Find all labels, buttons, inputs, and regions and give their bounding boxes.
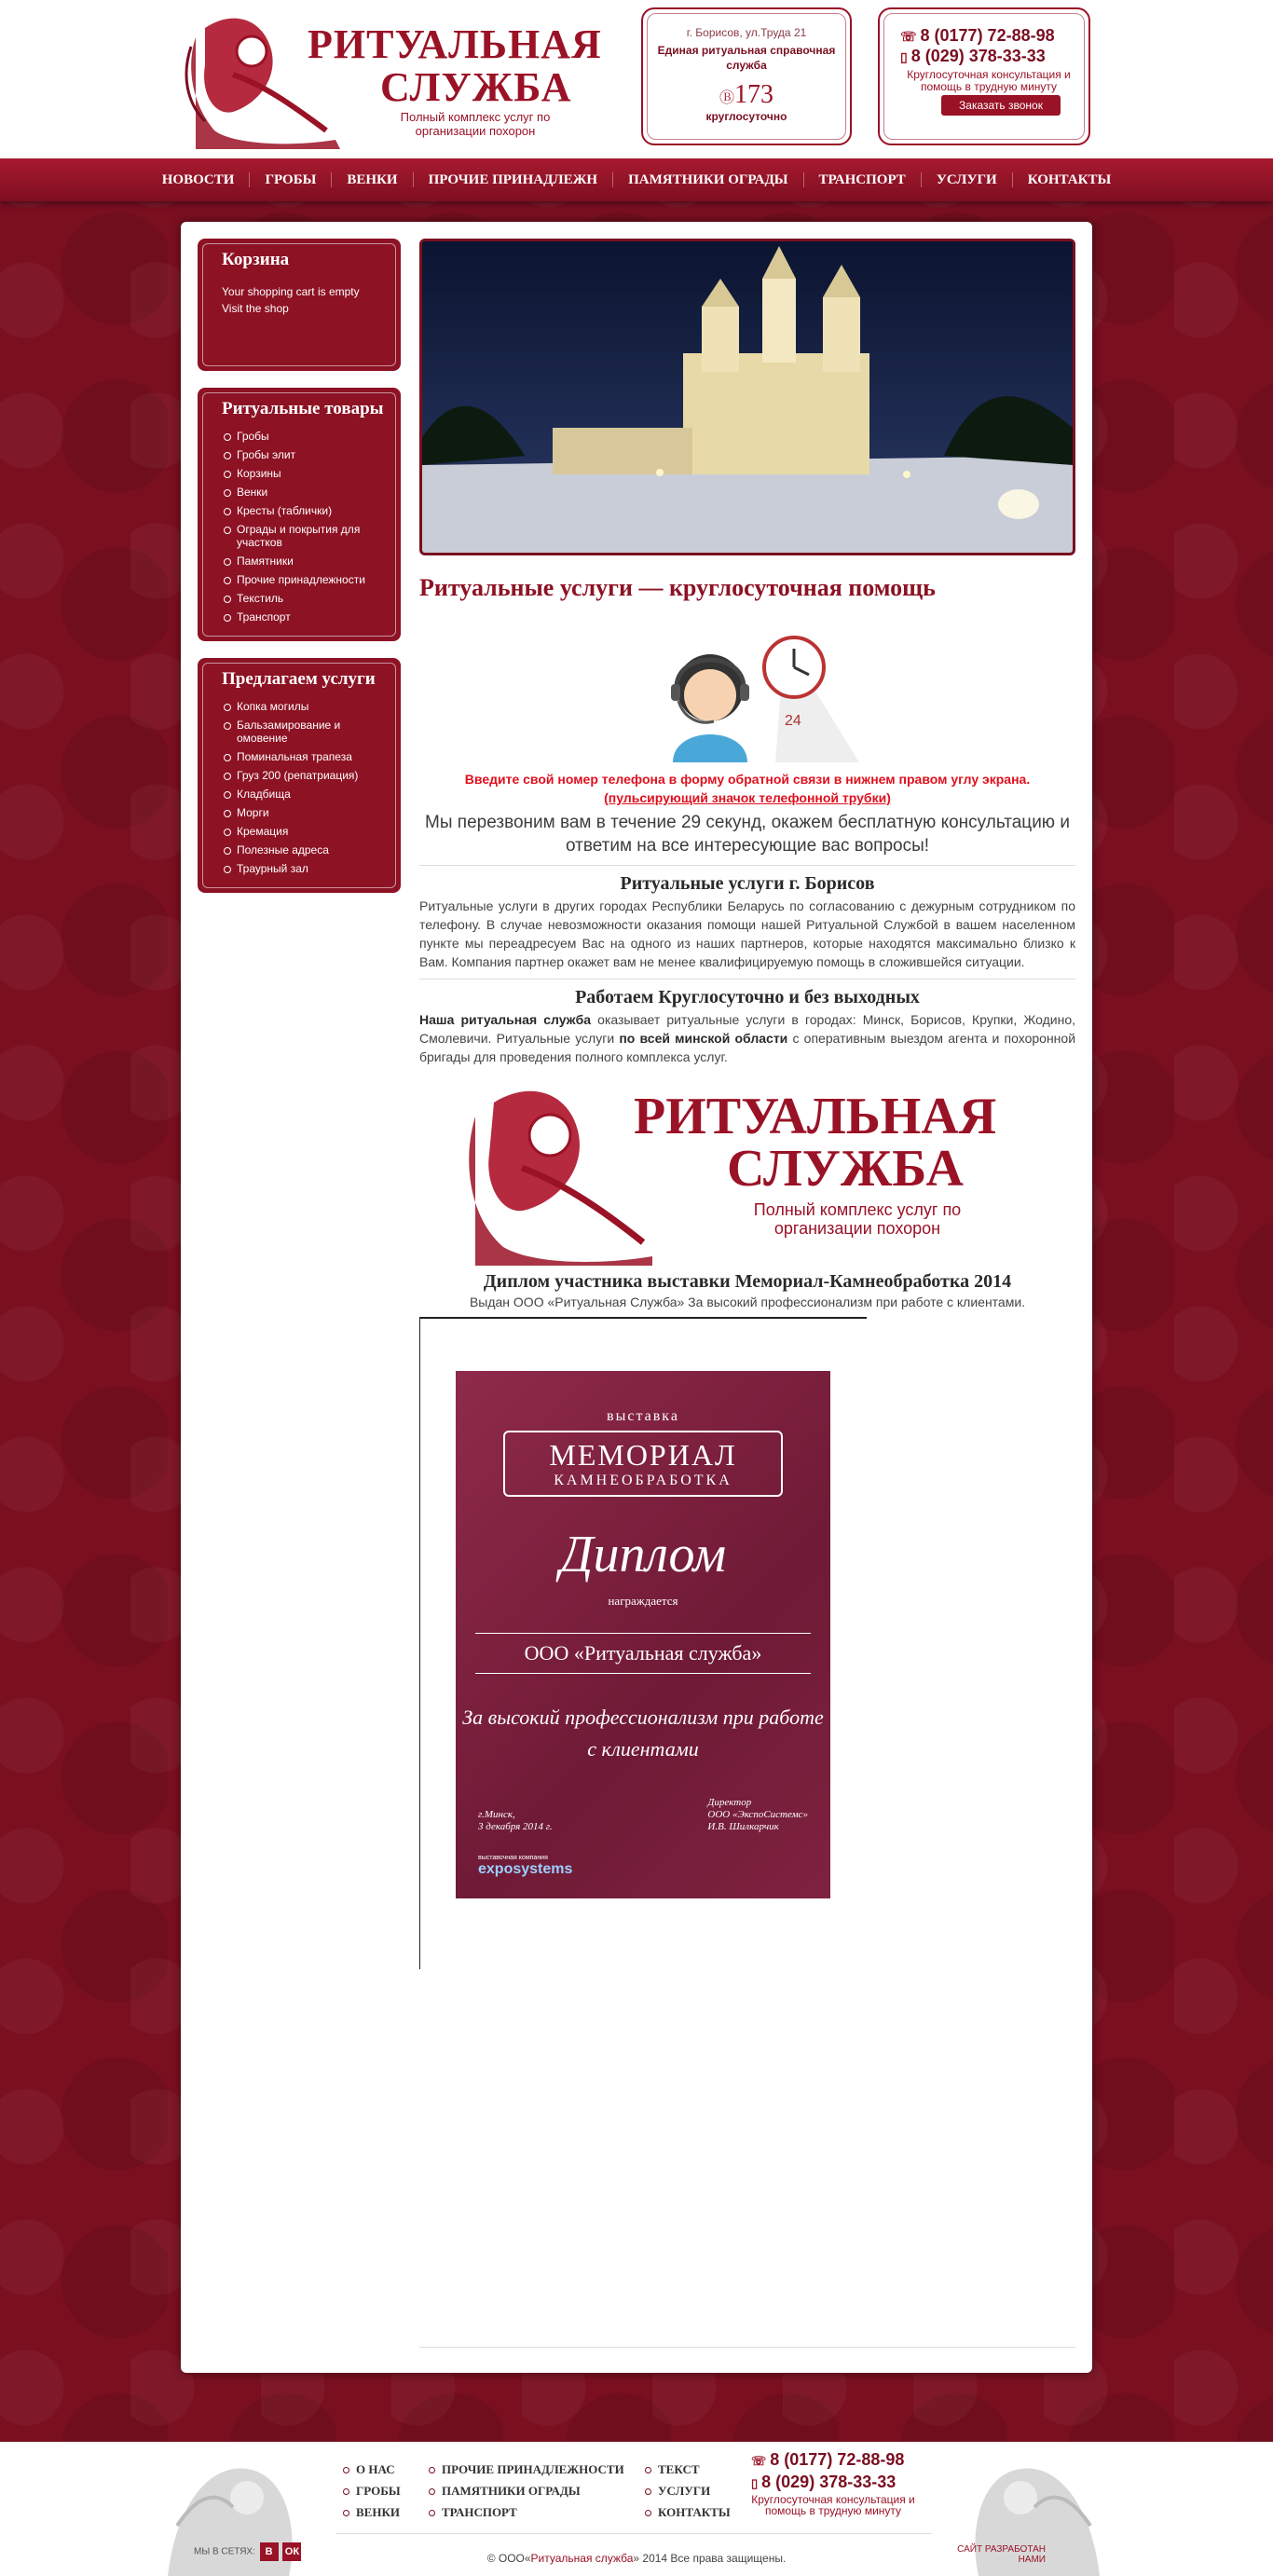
phone-handset-icon: ☏ <box>900 29 917 44</box>
footer-link-text[interactable]: ТЕКСТ <box>643 2459 731 2480</box>
page-title: Ритуальные услуги — круглосуточная помощь <box>419 574 936 601</box>
copyright-name: Ритуальная служба <box>530 2552 634 2565</box>
diploma-expo-name: exposystems <box>478 1861 573 1877</box>
goods-item-3[interactable]: Венки <box>222 483 384 501</box>
diploma-small-label: выставка <box>607 1408 679 1424</box>
footer-link-about[interactable]: О НАС <box>341 2459 401 2480</box>
nav-item-transport[interactable]: ТРАНСПОРТ <box>803 172 921 187</box>
main-content <box>419 239 1075 1969</box>
logo-title-1: РИТУАЛЬНАЯ <box>308 21 602 67</box>
diploma-place: г.Минск, <box>478 1809 515 1820</box>
nav-item-services[interactable]: УСЛУГИ <box>921 172 1012 187</box>
diploma-director-name: И.В. Шилкарчик <box>707 1821 779 1832</box>
footer-divider <box>335 2533 932 2534</box>
goods-list <box>222 427 384 626</box>
diploma-org: ООО «Ритуальная служба» <box>475 1633 811 1674</box>
goods-item-2[interactable]: Корзины <box>222 464 384 483</box>
text-part-1: оказывает ритуальные услуги в городах: Минск, Борисов, Крупки, Жодино, Смолевичи. Ритуальные услуги <box>419 1012 1075 1046</box>
diploma-reason: За высокий профессионализм при работе с клиентами <box>462 1706 824 1761</box>
services-box <box>198 658 401 893</box>
phone-1-text: 8 (0177) 72-88-98 <box>920 26 1055 45</box>
nav-item-contacts[interactable]: КОНТАКТЫ <box>1012 172 1127 187</box>
cart-box <box>198 239 401 371</box>
section-title-24h: Работаем Круглосуточно и без выходных <box>575 987 920 1007</box>
nav-item-wreaths[interactable]: ВЕНКИ <box>331 172 412 187</box>
diploma-image[interactable] <box>456 1371 830 1898</box>
operator-illustration <box>636 623 859 762</box>
nav-item-monuments[interactable]: ПАМЯТНИКИ ОГРАДЫ <box>612 172 802 187</box>
nav-item-coffins[interactable]: ГРОБЫ <box>249 172 331 187</box>
goods-item-6[interactable]: Памятники <box>222 552 384 570</box>
image-slider[interactable] <box>419 239 1075 555</box>
goods-item-0[interactable]: Гробы <box>222 427 384 445</box>
diploma-date: 3 декабря 2014 г. <box>478 1821 553 1832</box>
footer-col-2 <box>427 2459 624 2523</box>
diploma-title: Диплом участника выставки Мемориал-Камнеобработка 2014 <box>483 1271 1012 1292</box>
nav-item-news[interactable]: НОВОСТИ <box>161 172 235 187</box>
footer-col-1 <box>341 2459 401 2523</box>
content-divider <box>419 2347 1075 2348</box>
footer-link-coffins[interactable]: ГРОБЫ <box>341 2480 401 2501</box>
footer-link-monuments[interactable]: ПАМЯТНИКИ ОГРАДЫ <box>427 2480 624 2501</box>
cart-empty-text: Your shopping cart is empty <box>222 285 360 298</box>
main-nav <box>0 158 1273 201</box>
address-box <box>641 7 852 145</box>
short-number-prefix-icon: Ⓑ <box>719 90 734 107</box>
around-clock-label: круглосуточно <box>705 110 787 123</box>
diploma-director <box>707 1797 808 1833</box>
mobile-phone-icon: ▯ <box>900 49 908 64</box>
footer-phone-2-text: 8 (029) 378-33-33 <box>761 2473 897 2491</box>
logo-title-2: СЛУЖБА <box>380 64 572 110</box>
cathedral-night-image <box>422 241 1073 553</box>
section-title-borisov: Ритуальные услуги г. Борисов <box>620 873 875 894</box>
footer-link-services[interactable]: УСЛУГИ <box>643 2480 731 2501</box>
developer-link[interactable]: САЙТ РАЗРАБОТАН НАМИ <box>957 2544 1046 2565</box>
short-number <box>643 80 850 110</box>
odnoklassniki-icon[interactable]: ОК <box>282 2542 301 2561</box>
footer-link-contacts[interactable]: КОНТАКТЫ <box>643 2501 731 2523</box>
large-logo <box>457 1079 997 1266</box>
service-item-8[interactable]: Траурный зал <box>222 859 384 878</box>
diploma-expo-small: выставочная компания <box>478 1855 548 1861</box>
callback-instructions <box>419 770 1075 807</box>
diploma-place-date <box>478 1809 553 1833</box>
large-logo-title-2: СЛУЖБА <box>727 1140 964 1198</box>
divider <box>419 865 1075 866</box>
copyright-post: » 2014 Все права защищены. <box>633 2552 787 2565</box>
services-title: Предлагаем услуги <box>222 669 376 689</box>
goods-title: Ритуальные товары <box>222 399 384 418</box>
diploma-award: награждается <box>608 1594 678 1608</box>
section-text-24h <box>419 1010 1075 1066</box>
social-label: МЫ В СЕТЯХ: <box>194 2546 255 2557</box>
service-item-4[interactable]: Кладбища <box>222 785 384 803</box>
angel-large-icon <box>457 1079 662 1266</box>
logo-subtitle: Полный комплекс услуг по организации похорон <box>400 110 551 138</box>
diploma-script-title: Диплом <box>559 1526 727 1583</box>
phone-icon-hint-link[interactable]: (пульсирующий значок телефонной трубки) <box>604 790 891 805</box>
sidebar <box>198 239 401 910</box>
bold-service: Наша ритуальная служба <box>419 1012 592 1027</box>
phone-1[interactable] <box>900 26 1055 46</box>
goods-item-9[interactable]: Транспорт <box>222 608 384 626</box>
visit-shop-link[interactable]: Visit the shop <box>222 302 289 315</box>
footer-link-accessories[interactable]: ПРОЧИЕ ПРИНАДЛЕЖНОСТИ <box>427 2459 624 2480</box>
clock-24-label: 24 <box>785 713 801 729</box>
header <box>0 0 1273 158</box>
copyright-pre: © ООО« <box>486 2552 531 2565</box>
phone-2-text: 8 (029) 378-33-33 <box>910 47 1046 65</box>
diploma-frame <box>419 1317 867 1969</box>
service-item-5[interactable]: Морги <box>222 803 384 822</box>
copyright <box>0 2552 1273 2565</box>
phone-2[interactable] <box>900 47 1046 66</box>
nav-item-accessories[interactable]: ПРОЧИЕ ПРИНАДЛЕЖН <box>413 172 612 187</box>
vk-icon[interactable]: В <box>260 2542 279 2561</box>
diploma-memorial: МЕМОРИАЛ <box>549 1438 737 1472</box>
diploma-director-label: Директор <box>707 1797 752 1808</box>
diploma-subtitle: Выдан ООО «Ритуальная Служба» За высокий профессионализм при работе с клиентами. <box>469 1295 1026 1309</box>
site-logo[interactable] <box>177 9 602 149</box>
footer-col-3 <box>643 2459 731 2523</box>
diploma-memorial-box <box>503 1431 783 1497</box>
address-text: г. Борисов, ул.Труда 21 <box>686 26 807 39</box>
footer-phone-2[interactable] <box>751 2472 915 2494</box>
footer <box>0 2442 1273 2576</box>
divider <box>419 979 1075 980</box>
section-text-borisov: Ритуальные услуги в других городах Республики Беларусь по согласованию с дежурным сотрудником по телефону. В случае невозможности оказания помощи нашей Ритуальной Службой в вашем населенном пункте мы переадресуем Вас на одного из наших партнеров, которые находятся максимально близко к Вам. Компания партнер окажет вам не менее квалифицируемую помощь в сложившейся ситуации. <box>419 898 1075 969</box>
footer-link-wreaths[interactable]: ВЕНКИ <box>341 2501 401 2523</box>
phone-handset-icon: ☏ <box>751 2454 767 2468</box>
goods-item-4[interactable]: Кресты (таблички) <box>222 501 384 520</box>
text-part-2: с оперативным выездом агента и похоронной бригады для проведения полного комплекса услуг. <box>419 1031 1076 1064</box>
footer-phones <box>751 2449 915 2516</box>
footer-phone-note: Круглосуточная консультация и помощь в трудную минуту <box>751 2493 915 2517</box>
goods-item-7[interactable]: Прочие принадлежности <box>222 570 384 589</box>
callback-note: Мы перезвоним вам в течение 29 секунд, окажем бесплатную консультацию и ответим на все интересующие вас вопросы! <box>425 813 1070 856</box>
services-list <box>222 697 384 878</box>
service-name: Единая ритуальная справочная служба <box>657 44 836 72</box>
phone-box <box>878 7 1090 145</box>
callback-instructions-text: Введите свой номер телефона в форму обратной связи в нижнем правом углу экрана. <box>464 772 1031 787</box>
diploma-expo-logo <box>478 1855 572 1878</box>
goods-item-8[interactable]: Текстиль <box>222 589 384 608</box>
service-item-3[interactable]: Груз 200 (репатриация) <box>222 766 384 785</box>
footer-phone-1[interactable] <box>751 2449 915 2472</box>
diploma-kamen: КАМНЕОБРАБОТКА <box>554 1473 732 1488</box>
short-number-value: 173 <box>734 80 773 109</box>
service-item-0[interactable]: Копка могилы <box>222 697 384 716</box>
service-item-1[interactable]: Бальзамирование и омовение <box>222 716 384 747</box>
goods-item-1[interactable]: Гробы элит <box>222 445 384 464</box>
footer-link-transport[interactable]: ТРАНСПОРТ <box>427 2501 624 2523</box>
service-item-2[interactable]: Поминальная трапеза <box>222 747 384 766</box>
call-center-operator-icon <box>636 623 859 762</box>
bold-region: по всей минской области <box>619 1031 788 1046</box>
goods-item-5[interactable]: Ограды и покрытия для участков <box>222 520 384 552</box>
content-page <box>181 222 1092 2373</box>
goods-box <box>198 388 401 641</box>
service-item-6[interactable]: Кремация <box>222 822 384 841</box>
order-call-button[interactable]: Заказать звонок <box>941 95 1061 116</box>
service-item-7[interactable]: Полезные адреса <box>222 841 384 859</box>
diploma-director-org: ООО «ЭкспоСистемс» <box>707 1809 808 1820</box>
large-logo-title-1: РИТУАЛЬНАЯ <box>634 1088 997 1145</box>
phone-note: Круглосуточная консультация и помощь в трудную минуту <box>907 68 1071 93</box>
mobile-phone-icon: ▯ <box>751 2476 759 2490</box>
footer-phone-1-text: 8 (0177) 72-88-98 <box>770 2450 905 2469</box>
cart-title: Корзина <box>222 250 290 269</box>
large-logo-subtitle: Полный комплекс услуг по организации похорон <box>753 1200 962 1238</box>
